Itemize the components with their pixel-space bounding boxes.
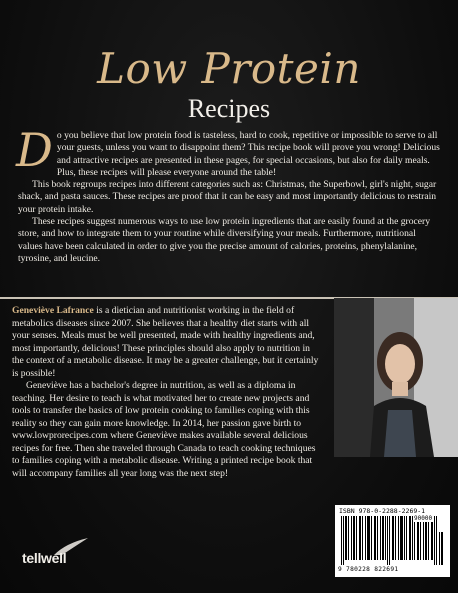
barcode-bars [341, 516, 444, 565]
intro-paragraph-2: This book regroups recipes into different categories such as: Christmas, the Superbowl, girl's night, sugar shack, and pasta sauces. These recipes are proof that it can be easy and most importantly delicious to restrain your protein intake. [18, 179, 437, 215]
bio-paragraph-2: Geneviève has a bachelor's degree in nutrition, as well as a diploma in teaching. Her desire to teach is what motivated her to create new projects and tools to transfer the basics of low protein cooking to families coping with this reality so they can gain more knowledge. In 2014, her passion gave birth to www.lowprorecipes.com where Geneviève makes available several delicious recipes for free. Then she traveled through Canada to teach cooking techniques to families coping with a metabolic disease. Writing a printed recipe book that will accompany families all year long was the next step! [12, 380, 316, 479]
barcode-digits: 9 780228 822691 [338, 566, 399, 573]
isbn-barcode [335, 505, 450, 577]
author-name: Geneviève Lafrance [12, 305, 94, 316]
price-code: 90000 [414, 515, 433, 522]
book-title: Low Protein [97, 44, 361, 93]
intro-paragraph-3: These recipes suggest numerous ways to use low protein ingredients that are easily found at the grocery store, and how to integrate them to your routine while diversifying your meals. Furthermore, nutritional values have been calculated in order to give you the precise amount of calories, proteins, phenylalanine, tyrosine, and leucine. [18, 216, 431, 264]
bio-paragraph-1: is a dietician and nutritionist working in the field of metabolics diseases since 2007. She believes that a healthy diet starts with all your senses. Meals must be well presented, made with healthy ingredients and, most importantly, delicious! These principles should also apply to nutrition in the context of a metabolic disease. It may be a greater challenge, but it certainly is possible! [12, 305, 319, 379]
author-photo [334, 298, 458, 457]
publisher-logo: tellwell [22, 550, 67, 566]
drop-cap: D [16, 123, 53, 177]
author-portrait-illustration [334, 298, 458, 457]
isbn-number: ISBN 978-0-2288-2269-1 [339, 507, 426, 515]
intro-paragraph-1: o you believe that low protein food is tasteless, hard to cook, repetitive or impossible to serve to all your guests, unless you want to disappoint them? This recipe book will prove you wrong! Delicious and attractive recipes are presented in these pages, for special occasions, but also for daily meals. Plus, these recipes will please everyone around the table! [56, 130, 440, 178]
book-subtitle: Recipes [187, 94, 271, 123]
intro-text [16, 123, 442, 265]
author-bio [12, 305, 324, 480]
